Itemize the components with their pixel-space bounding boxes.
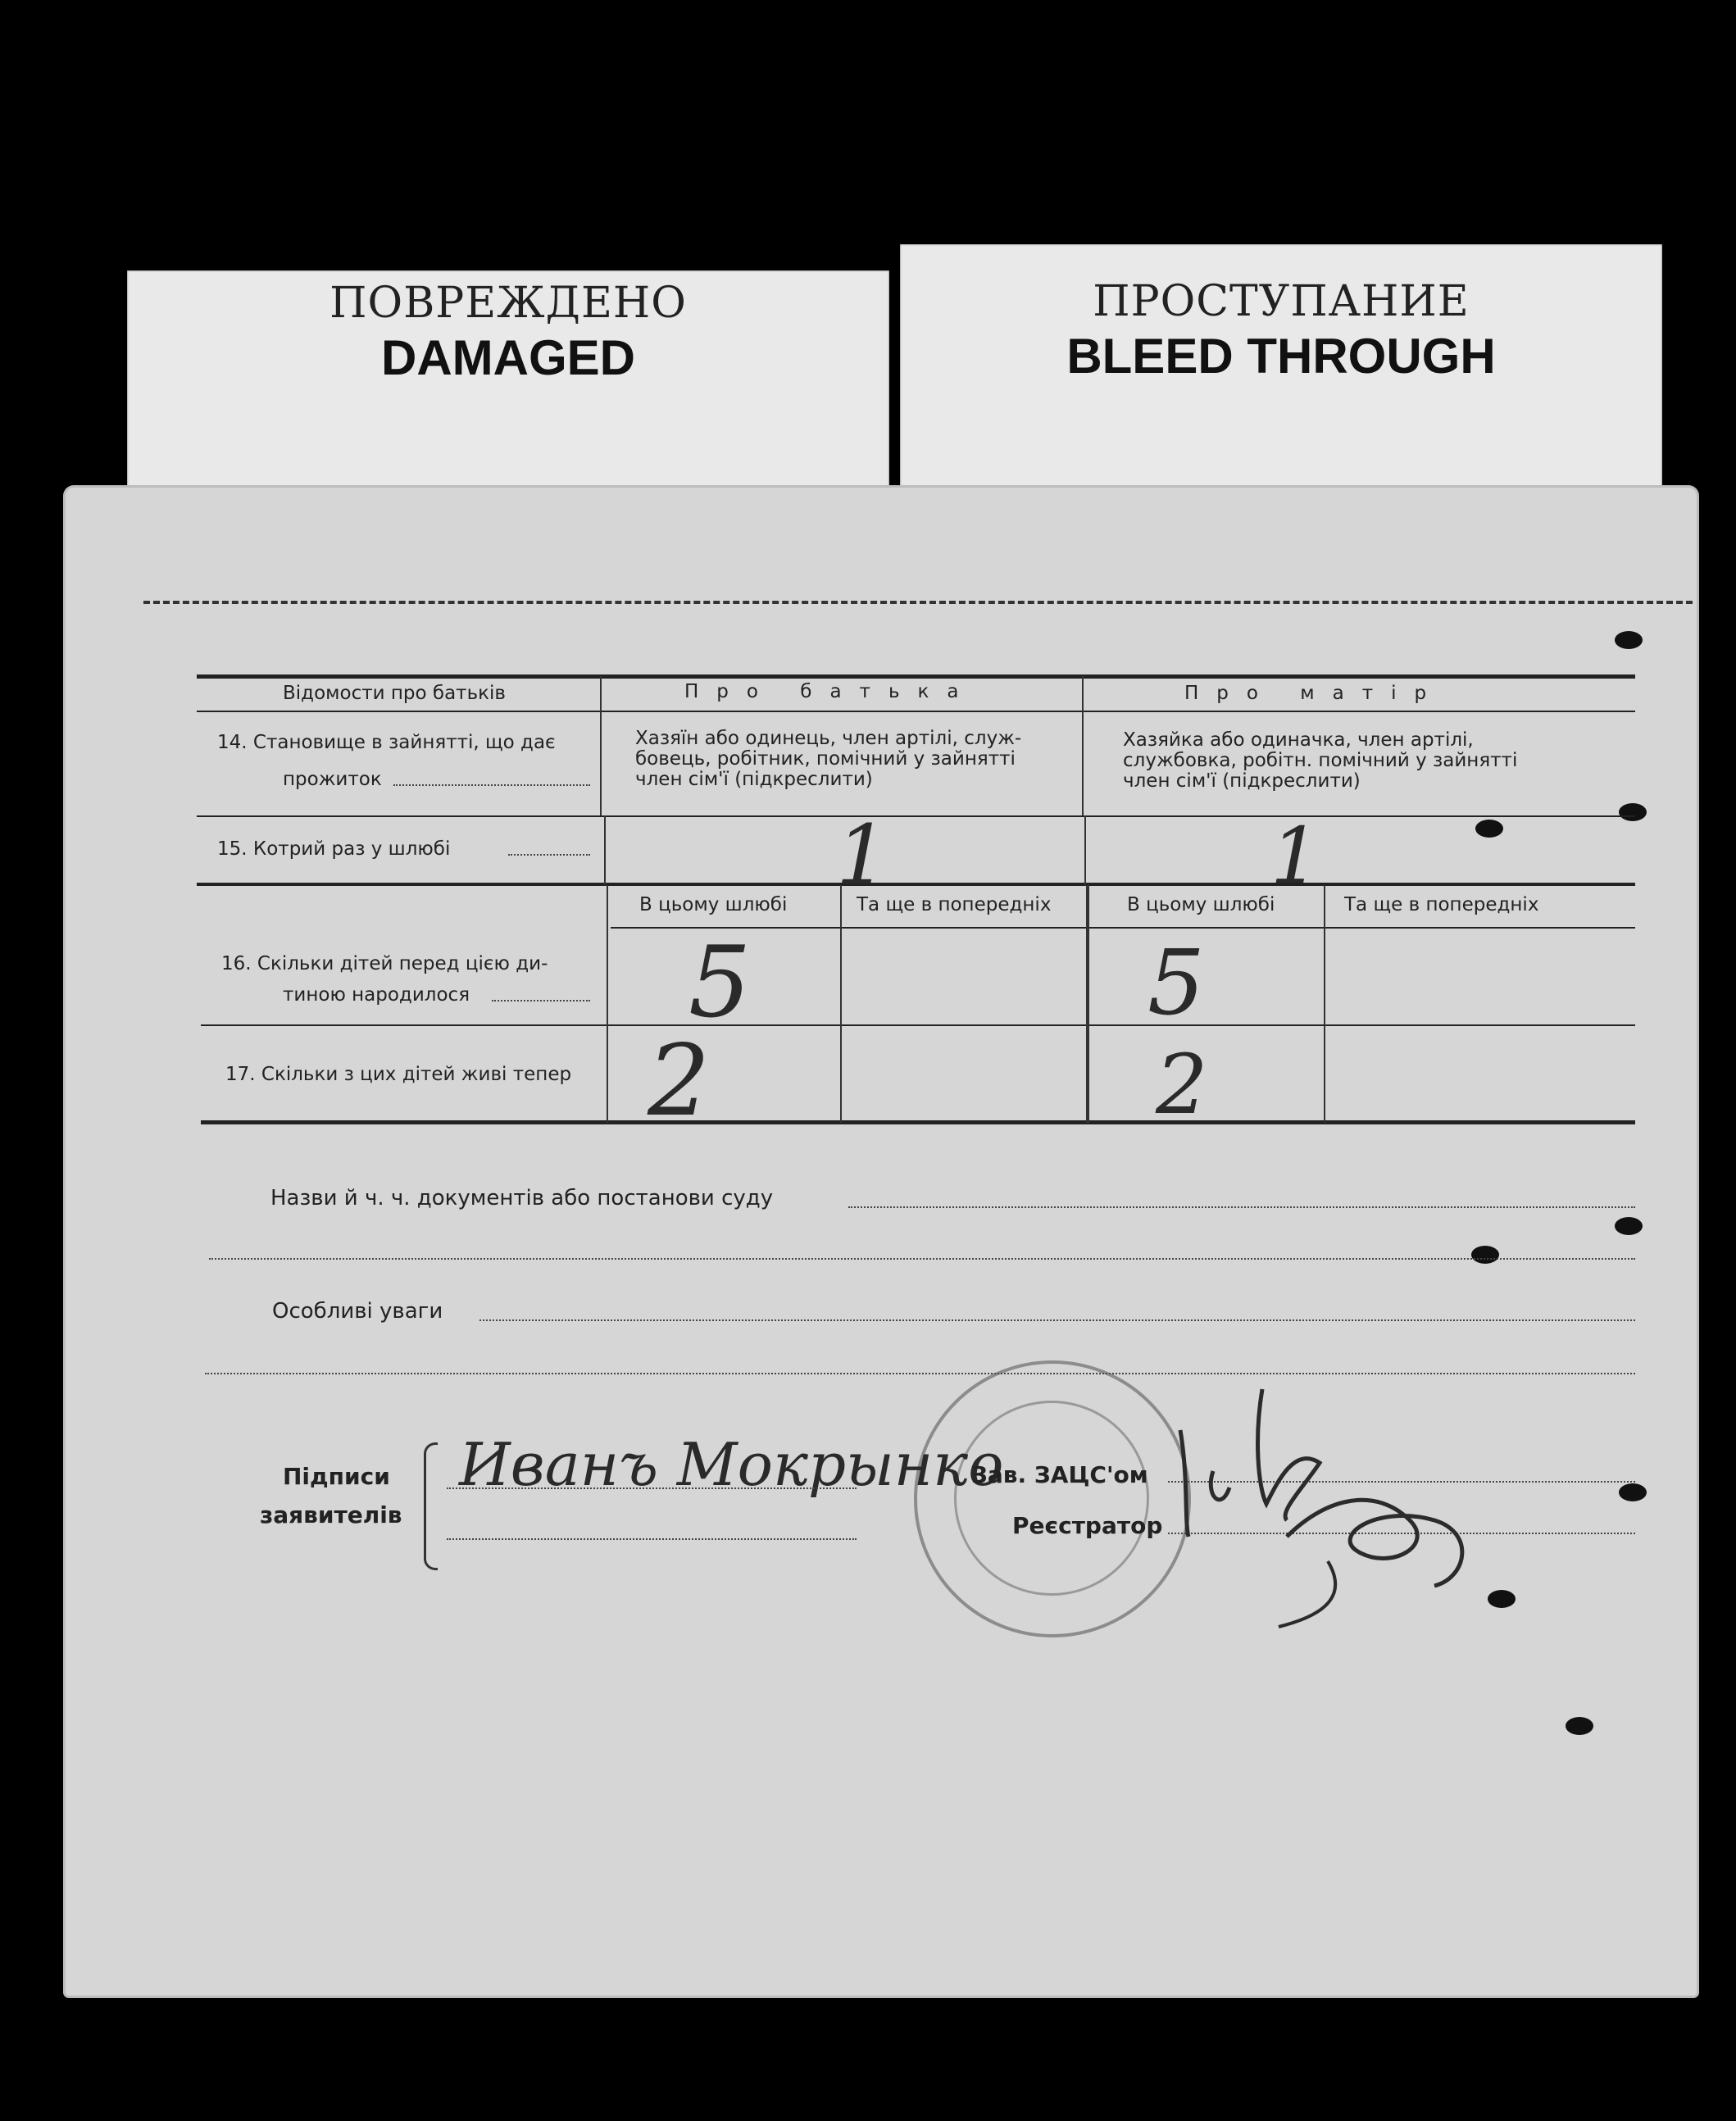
row16-leader-dots	[492, 1000, 590, 1001]
row17-label: 17. Скільки з цих дітей живі тепер	[225, 1064, 572, 1085]
documents-dotted-line	[848, 1206, 1635, 1208]
bleed-through-label-ru: ПРОСТУПАНИЕ	[1093, 277, 1470, 326]
subheader-mother-this-marriage: В цьому шлюбі	[1127, 894, 1275, 915]
binding-hole	[1615, 631, 1643, 649]
row16-father-handwritten: 5	[688, 926, 752, 1040]
registrar-label: Реєстратор	[1012, 1512, 1163, 1539]
row14-rule	[197, 815, 1635, 817]
col-rule	[840, 885, 842, 1123]
header-father: Про батька	[684, 681, 977, 702]
binding-hole	[1475, 820, 1503, 838]
row15-leader-dots	[508, 854, 590, 856]
row17-father-handwritten: 2	[648, 1024, 711, 1138]
table-bottom-rule	[201, 1120, 1635, 1124]
row14-leader-dots	[393, 784, 590, 786]
row15-label: 15. Котрий раз у шлюбі	[217, 838, 451, 860]
zags-head-label: Зав. ЗАЦС'ом	[971, 1461, 1148, 1488]
col-rule	[1084, 815, 1086, 885]
row14-father-options: бовець, робітник, помічний у зайнятті	[635, 748, 1016, 770]
row16-label-cont: тиною народилося	[283, 984, 470, 1006]
row16-label: 16. Скільки дітей перед цією ди-	[221, 953, 548, 974]
remarks-dotted-line	[479, 1319, 1635, 1321]
row16-rule	[201, 1024, 1635, 1026]
signatures-bracket	[424, 1442, 438, 1570]
documents-label: Назви й ч. ч. документів або постанови суду	[270, 1186, 774, 1210]
subheader-rule	[611, 927, 1635, 929]
header-parents-info: Відомости про батьків	[283, 683, 506, 704]
damaged-label-card	[127, 270, 889, 492]
table-top-rule	[197, 674, 1635, 679]
row15-father-handwritten: 1	[836, 807, 888, 903]
signatures-label: Підписи	[283, 1463, 390, 1490]
row14-mother-options: службовка, робітн. помічний у зайнятті	[1123, 750, 1518, 771]
subheader-mother-previous: Та ще в попередніх	[1344, 894, 1539, 915]
official-round-stamp	[914, 1360, 1191, 1637]
registry-form-sheet	[66, 488, 1697, 1996]
bleed-through-label-card	[900, 244, 1662, 490]
table-header-rule	[197, 711, 1635, 712]
row14-label: 14. Становище в зайнятті, що дає	[217, 732, 556, 753]
col-rule	[1082, 676, 1084, 815]
applicant-signature: Иванъ Мокрынко	[459, 1430, 1004, 1499]
signatures-label-cont: заявителів	[260, 1501, 402, 1528]
col-rule	[607, 885, 608, 1123]
col-rule	[600, 676, 602, 815]
binding-hole	[1566, 1717, 1593, 1735]
header-mother: Про матір	[1184, 683, 1445, 704]
row14-mother-options: член сім'ї (підкреслити)	[1123, 770, 1361, 792]
row14-label-cont: прожиток	[283, 769, 382, 790]
subheader-father-this-marriage: В цьому шлюбі	[639, 894, 788, 915]
row15-mother-handwritten: 1	[1270, 811, 1320, 902]
binding-hole	[1619, 1483, 1647, 1501]
damaged-label-ru: ПОВРЕЖДЕНО	[329, 279, 687, 328]
bleed-through-label-en: BLEED THROUGH	[1066, 329, 1496, 384]
col-rule	[1324, 885, 1325, 1123]
official-signatures-scrawl	[1164, 1373, 1508, 1635]
col-rule	[1086, 885, 1089, 1123]
remarks-label: Особливі уваги	[272, 1299, 443, 1324]
binding-hole	[1615, 1217, 1643, 1235]
row17-mother-handwritten: 2	[1156, 1037, 1208, 1133]
tear-off-line	[143, 601, 1693, 604]
documents-dotted-line-2	[209, 1258, 1635, 1260]
binding-hole	[1471, 1246, 1499, 1264]
row14-father-options: Хазяїн або одинець, член артілі, служ-	[635, 728, 1022, 749]
row14-mother-options: Хазяйка або одиначка, член артілі,	[1123, 729, 1474, 751]
applicant-signature-line-2	[447, 1538, 857, 1540]
row15-rule	[197, 883, 1635, 886]
col-rule	[604, 815, 606, 885]
damaged-label-en: DAMAGED	[381, 330, 635, 385]
applicant-signature-line	[447, 1487, 857, 1489]
subheader-father-previous: Та ще в попередніх	[857, 894, 1052, 915]
binding-hole	[1619, 803, 1647, 821]
row14-father-options: член сім'ї (підкреслити)	[635, 769, 873, 790]
row16-mother-handwritten: 5	[1147, 930, 1205, 1035]
